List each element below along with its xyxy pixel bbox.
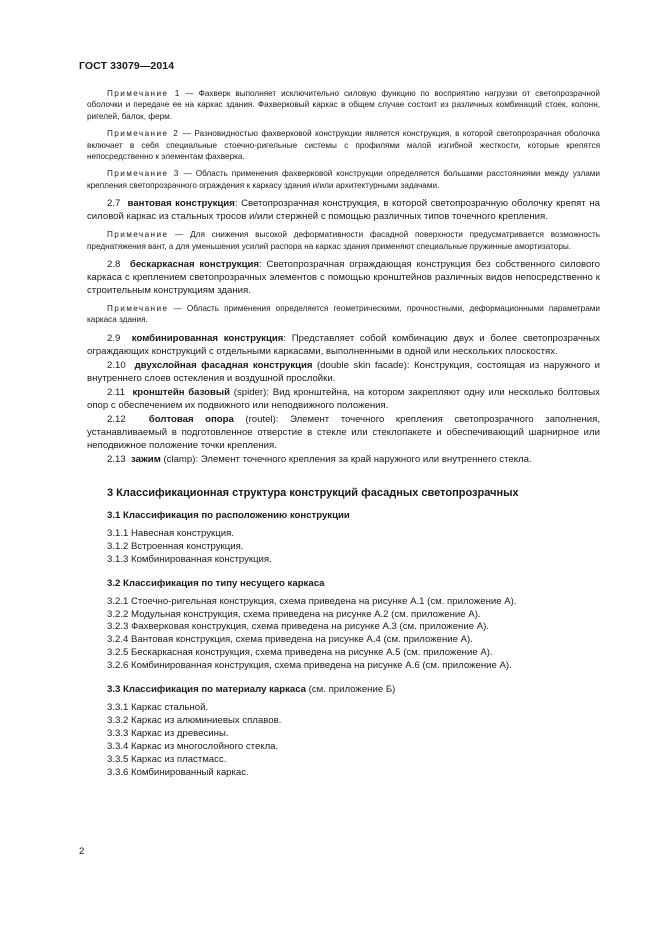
term-number: 2.7: [107, 198, 121, 210]
term-name: зажим: [131, 453, 161, 465]
term-definition: : Светопрозрачная конструкция, в которой светопрозрачную оболочку крепят на силовой каркас из стальных тросов и/или стержней с помощью различных типов точечного крепления.: [87, 198, 600, 223]
note-text: — Фахверк выполняет исключительно силовую функцию по восприятию нагрузки от светопрозрачной оболочки и передаче ее на каркас здания. Фахверковый каркас в общем случае состоит из различных комбинаций стоек, колонн, ригелей, балок, ферм.: [87, 89, 600, 121]
term-number: 2.13: [107, 453, 126, 465]
term-2-13: [87, 453, 600, 466]
term-number: 2.8: [107, 259, 121, 271]
term-definition: : Светопрозрачная ограждающая конструкция без собственного силового каркаса с креплением светопрозрачных элементов с помощью кронштейнов различных видов непосредственно к строительным конструкциям здания.: [87, 259, 601, 297]
note-3: [87, 168, 600, 191]
term-definition: (clamp): Элемент точечного крепления за край наружного или внутреннего стекла.: [160, 453, 532, 465]
section-3-3-heading: [107, 683, 600, 696]
note-label: Примечание: [107, 304, 169, 314]
term-name: двухслойная фасадная конструкция: [134, 359, 313, 371]
term-2-11: [87, 386, 600, 412]
page-content: [87, 88, 600, 789]
note-label: Примечание 1: [107, 89, 181, 98]
note-2: [87, 128, 600, 162]
list-item: 3.2.2 Модульная конструкция, схема приведена на рисунке А.2 (см. приложение А).: [107, 608, 481, 620]
section-3-1-heading: 3.1 Классификация по расположению конструкции: [107, 509, 350, 521]
note-label: Примечание: [107, 230, 169, 240]
list-item: 3.3.5 Каркас из пластмасс.: [107, 753, 227, 765]
term-2-10: [87, 359, 600, 385]
list-item: 3.2.3 Фахверковая конструкция, схема приведена на рисунке А.3 (см. приложение А).: [107, 621, 489, 633]
list-item: 3.1.2 Встроенная конструкция.: [107, 540, 244, 552]
list-item: 3.2.4 Вантовая конструкция, схема приведена на рисунке А.4 (см. приложение А).: [107, 634, 473, 646]
term-number: 2.11: [107, 386, 125, 398]
list-item: 3.1.1 Навесная конструкция.: [107, 527, 234, 539]
list-item: 3.3.6 Комбинированный каркас.: [107, 766, 249, 778]
note-text: — Разновидностью фахверковой конструкции является конструкция, в которой светопрозрачная оболочка включает в себя специальные стоечно-ригельные системы с профилями малой изгибной жесткости, которые крепятся непосредственно к элементам фахверка.: [87, 129, 600, 162]
term-2-12: [87, 413, 600, 452]
note-text: — Для снижения высокой деформативности фасадной поверхности предусматривается возможность преднатяжения вант, а для уменьшения усилий распора на каркас здания применяют специальные пружинные амортизаторы.: [87, 230, 600, 251]
note-1: [87, 88, 600, 122]
list-item: 3.2.5 Бескаркасная конструкция, схема приведена на рисунке А.5 (см. приложение А).: [107, 647, 493, 659]
list-item: 3.3.2 Каркас из алюминиевых сплавов.: [107, 714, 282, 726]
term-definition: (spider): Вид кронштейна, на котором закрепляют одну или несколько болтовых опор с обеспечением их подвижного или неподвижного положения.: [87, 386, 600, 411]
term-2-9: [87, 332, 600, 358]
list-item: 3.2.1 Стоечно-ригельная конструкция, схема приведена на рисунке А.1 (см. приложение А).: [107, 595, 517, 607]
section-3-3-title: 3.3 Классификация по материалу каркаса: [107, 684, 306, 696]
term-number: 2.10: [107, 359, 126, 371]
note-vant: [87, 229, 600, 252]
note-label: Примечание 3: [107, 169, 180, 179]
section-3-heading: 3 Классификационная структура конструкций фасадных светопрозрачных: [107, 486, 519, 499]
term-name: кронштейн базовый: [132, 386, 231, 398]
term-2-8: [87, 258, 600, 297]
term-number: 2.9: [107, 332, 121, 344]
list-item: 3.3.4 Каркас из многослойного стекла.: [107, 740, 279, 752]
term-2-7: [87, 197, 600, 223]
section-3-3-title-suffix: (см. приложение Б): [306, 684, 396, 696]
term-number: 2.12: [107, 413, 126, 425]
page-number: 2: [79, 846, 85, 857]
term-name: вантовая конструкция: [127, 198, 235, 210]
note-text: — Область применения фахверковой конструкции определяется большими расстояниями между узлами крепления светопрозрачного ограждения к каркасу здания и/или архитектурными задачами.: [87, 169, 600, 190]
list-item: 3.3.3 Каркас из древесины.: [107, 727, 229, 739]
note-label: Примечание 2: [107, 129, 180, 139]
term-definition: : Представляет собой комбинацию двух и более светопрозрачных ограждающих конструкций с отдельными каркасами, выполненными в одной или нескольких плоскостях.: [87, 332, 600, 357]
section-3-2-list: [107, 596, 600, 673]
term-name: комбинированная конструкция: [131, 332, 284, 344]
term-name: бескаркасная конструкция: [129, 259, 260, 271]
term-definition: (double skin facade): Конструкция, состоящая из наружного и внутреннего слоев остекления и воздушной прослойки.: [87, 359, 600, 384]
section-3-2-heading: 3.2 Классификация по типу несущего каркаса: [107, 577, 325, 589]
section-3-1-list: [107, 528, 600, 567]
note-beskarkas: [87, 303, 600, 326]
note-text: — Область применения определяется геометрическими, прочностными, деформационными параметрами каркаса здания.: [87, 304, 600, 325]
term-definition: (routel): Элемент точечного крепления светопрозрачного заполнения, устанавливаемый в подготовленное отверстие в стекле или стеклопакете и обеспечивающий шарнирное или неподвижное положение точки крепления.: [87, 413, 600, 451]
document-header: ГОСТ 33079—2014: [79, 60, 175, 72]
list-item: 3.3.1 Каркас стальной.: [107, 702, 209, 714]
section-3-3-list: [107, 702, 600, 779]
term-name: болтовая опора: [148, 413, 234, 425]
list-item: 3.1.3 Комбинированная конструкция.: [107, 553, 272, 565]
list-item: 3.2.6 Комбинированная конструкция, схема приведена на рисунке А.6 (см. приложение А).: [107, 660, 512, 672]
